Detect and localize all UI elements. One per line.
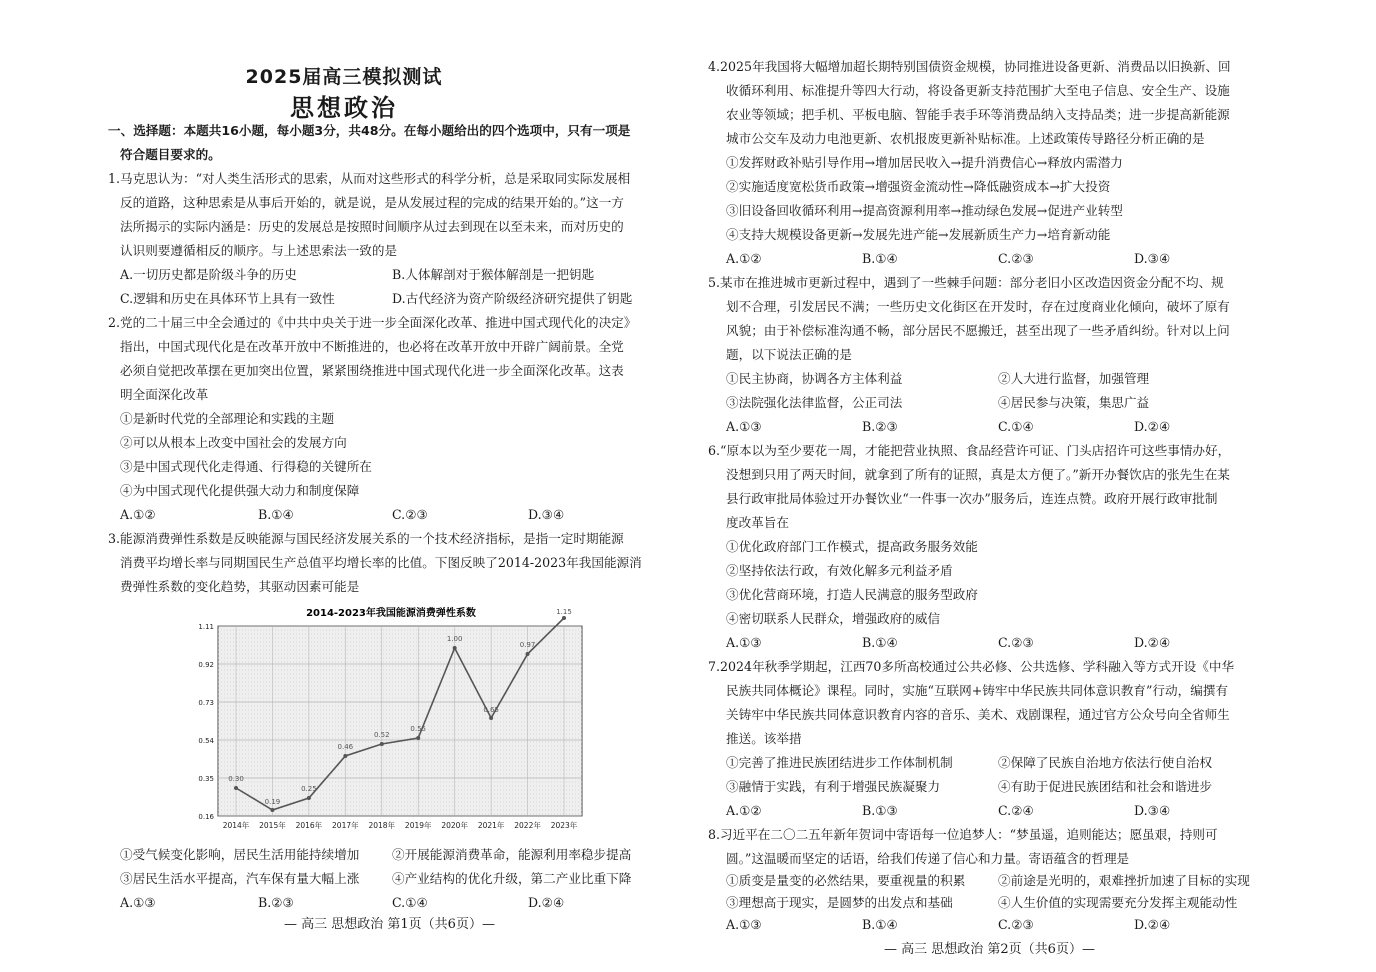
x-tick-label: 2023年: [550, 821, 578, 830]
x-tick-label: 2015年: [259, 821, 286, 830]
q2-item: ②可以从根本上改变中国社会的发展方向: [120, 435, 347, 450]
q2-stem-line: 指出，中国式现代化是在改革开放中不断推进的，也必将在改革开放中开辟广阔前景。全党: [120, 339, 624, 354]
q2-option-d: D.③④: [528, 507, 565, 522]
q8-option-b: B.①④: [862, 917, 898, 932]
q6-option-d: D.②④: [1134, 635, 1171, 650]
q4-stem-line: 城市公交车及动力电池更新、农机报废更新补贴标准。上述政策传导路径分析正确的是: [726, 131, 1205, 146]
q1-option-c: C.逻辑和历史在具体环节上具有一致性: [120, 291, 335, 306]
page-footer: — 高三 思想政治 第1页（共6页）—: [284, 917, 495, 932]
data-point: [489, 716, 493, 720]
q5-stem-line: 划不合理，引发居民不满；一些历史文化街区在开发时，存在过度商业化倾向，破坏了原有: [726, 299, 1230, 314]
q5-option-c: C.①④: [998, 419, 1034, 434]
data-label: 0.52: [373, 731, 390, 739]
q1-stem-line: 法所揭示的实际内涵是：历史的发展总是按照时间顺序从过去到现在以至未来，而对历史的: [120, 219, 624, 234]
q7-stem-line: 7.2024年秋季学期起，江西70多所高校通过公共必修、公共选修、学科融入等方式开设《中华: [708, 659, 1235, 674]
x-tick-label: 2019年: [404, 821, 432, 830]
data-label: 0.25: [301, 785, 317, 793]
y-tick-label: 0.54: [198, 737, 214, 745]
q8-option-d: D.②④: [1134, 917, 1171, 932]
q8-item: ③理想高于现实，是圆梦的出发点和基础: [726, 895, 953, 910]
x-tick-label: 2018年: [368, 821, 396, 830]
q4-option-c: C.②③: [998, 251, 1034, 266]
x-tick-label: 2020年: [441, 821, 468, 830]
q2-stem-line: 必须自觉把改革摆在更加突出位置，紧紧围绕推进中国式现代化进一步全面深化改革。这表: [120, 363, 624, 378]
q4-stem-line: 农业等领域；把手机、平板电脑、智能手表手环等消费品纳入支持品类；进一步提高新能源: [726, 107, 1230, 122]
q8-item: ②前途是光明的，艰难挫折加速了目标的实现: [998, 873, 1250, 888]
q3-item: ②开展能源消费革命，能源利用率稳步提高: [392, 847, 632, 862]
q7-item: ③融情于实践，有利于增强民族凝聚力: [726, 779, 941, 794]
x-tick-label: 2017年: [332, 821, 359, 830]
q7-stem-line: 民族共同体概论》课程。同时，实施“互联网+铸牢中华民族共同体意识教育”行动，编撰有: [726, 683, 1228, 698]
q6-item: ①优化政府部门工作模式，提高政务服务效能: [726, 539, 978, 554]
q2-option-c: C.②③: [392, 507, 428, 522]
q7-option-c: C.②④: [998, 803, 1034, 818]
data-label: 0.19: [264, 798, 281, 806]
q1-option-a: A.一切历史都是阶级斗争的历史: [120, 267, 297, 282]
data-label: 1.15: [556, 608, 572, 616]
q6-item: ④密切联系人民群众，增强政府的威信: [726, 611, 941, 626]
q5-item: ①民主协商，协调各方主体利益: [726, 371, 903, 386]
section-heading-line: 一、选择题：本题共16小题，每小题3分，共48分。在每小题给出的四个选项中，只有一项是: [108, 123, 631, 138]
q5-stem-line: 题，以下说法正确的是: [726, 347, 852, 362]
data-point: [307, 796, 311, 800]
q3-item: ③居民生活水平提高，汽车保有量大幅上涨: [120, 871, 360, 886]
y-tick-label: 0.73: [198, 699, 214, 707]
q5-item: ③法院强化法律监督，公正司法: [726, 395, 903, 410]
q3-stem-line: 费弹性系数的变化趋势，其驱动因素可能是: [120, 579, 360, 594]
q6-item: ③优化营商环境，打造人民满意的服务型政府: [726, 587, 978, 602]
q6-stem-line: 没想到只用了两天时间，就拿到了所有的证照，真是太方便了。”新开办餐饮店的张先生在某: [726, 467, 1230, 482]
q5-item: ④居民参与决策，集思广益: [998, 395, 1150, 410]
energy-elasticity-line-chart: [186, 604, 596, 836]
q8-item: ④人生价值的实现需要充分发挥主观能动性: [998, 895, 1238, 910]
data-point: [234, 786, 238, 790]
data-label: 0.65: [483, 706, 499, 714]
x-tick-label: 2021年: [477, 821, 505, 830]
q1-stem-line: 反的道路，这种思索是从事后开始的，就是说，是从发展过程的完成的结果开始的。”这一方: [120, 195, 624, 210]
y-tick-label: 0.35: [198, 775, 214, 783]
right-page: [688, 0, 1376, 972]
q3-stem-line: 3.能源消费弹性系数是反映能源与国民经济发展关系的一个技术经济指标，是指一定时期能源: [108, 531, 624, 546]
data-point: [562, 616, 566, 620]
y-tick-labels: [198, 623, 214, 821]
y-tick-label: 0.92: [198, 661, 214, 669]
q2-item: ④为中国式现代化提供强大动力和制度保障: [120, 483, 360, 498]
q6-stem-line: 6.“原本以为至少要花一周，才能把营业执照、食品经营许可证、门头店招许可这些事情办好，: [708, 443, 1231, 458]
y-tick-label: 0.16: [198, 813, 214, 821]
q4-stem-line: 4.2025年我国将大幅增加超长期特别国债资金规模，协同推进设备更新、消费品以旧换新、回: [708, 59, 1231, 74]
data-point: [416, 736, 420, 740]
q3-option-b: B.②③: [258, 895, 294, 910]
data-label: 0.55: [410, 725, 427, 733]
q2-item: ③是中国式现代化走得通、行得稳的关键所在: [120, 459, 372, 474]
q2-option-a: A.①②: [120, 507, 156, 522]
q5-item: ②人大进行监督，加强管理: [998, 371, 1150, 386]
q7-option-b: B.①③: [862, 803, 898, 818]
q7-option-a: A.①②: [726, 803, 762, 818]
q1-stem-line: 认识则要遵循相反的顺序。与上述思索法一致的是: [120, 243, 398, 258]
q8-stem-line: 圆。”这温暖而坚定的话语，给我们传递了信心和力量。寄语蕴含的哲理是: [726, 851, 1130, 866]
q3-stem-line: 消费平均增长率与同期国民生产总值平均增长率的比值。下图反映了2014-2023年我国能源消: [120, 555, 642, 570]
q3-option-a: A.①③: [120, 895, 156, 910]
q2-option-b: B.①④: [258, 507, 294, 522]
q4-option-d: D.③④: [1134, 251, 1171, 266]
q7-option-d: D.③④: [1134, 803, 1171, 818]
q5-option-d: D.②④: [1134, 419, 1171, 434]
q7-stem-line: 关铸牢中华民族共同体意识教育内容的音乐、美术、戏剧课程，通过官方公众号向全省师生: [726, 707, 1230, 722]
page-footer: — 高三 思想政治 第2页（共6页）—: [884, 942, 1095, 957]
q4-option-b: B.①④: [862, 251, 898, 266]
q6-stem-line: 县行政审批局体验过开办餐饮业“一件事一次办”服务后，连连点赞。政府开展行政审批制: [726, 491, 1218, 506]
data-point: [526, 652, 530, 656]
q1-stem-line: 1.马克思认为：“对人类生活形式的思索，从而对这些形式的科学分析，总是采取同实际发展相: [108, 171, 631, 186]
data-label: 0.97: [519, 641, 536, 649]
exam-title: 2025届高三模拟测试: [245, 66, 443, 88]
data-point: [453, 646, 457, 650]
q7-item: ①完善了推进民族团结进步工作体制机制: [726, 755, 953, 770]
q7-stem-line: 推送。该举措: [726, 731, 802, 746]
q8-option-a: A.①③: [726, 917, 762, 932]
q1-option-d: D.古代经济为资产阶级经济研究提供了钥匙: [392, 291, 633, 306]
data-point: [380, 742, 384, 746]
q6-item: ②坚持依法行政，有效化解多元利益矛盾: [726, 563, 953, 578]
q8-option-c: C.②③: [998, 917, 1034, 932]
data-label: 0.30: [228, 775, 244, 783]
q5-stem-line: 5.某市在推进城市更新过程中，遇到了一些棘手问题：部分老旧小区改造因资金分配不均、规: [708, 275, 1224, 290]
q5-option-a: A.①③: [726, 419, 762, 434]
q3-item: ④产业结构的优化升级，第二产业比重下降: [392, 871, 632, 886]
x-tick-labels: [223, 820, 578, 830]
data-label: 0.46: [337, 743, 354, 751]
q5-option-b: B.②③: [862, 419, 898, 434]
q8-stem-line: 8.习近平在二〇二五年新年贺词中寄语每一位追梦人：“梦虽遥，追则能达；愿虽艰，持则可: [708, 827, 1218, 842]
q6-stem-line: 度改革旨在: [726, 515, 789, 530]
q1-option-b: B.人体解剖对于猴体解剖是一把钥匙: [392, 267, 595, 282]
q7-item: ④有助于促进民族团结和社会和谐进步: [998, 779, 1213, 794]
x-tick-label: 2022年: [514, 821, 541, 830]
q5-stem-line: 风貌；由于补偿标准沟通不畅，部分居民不愿搬迁，甚至出现了一些矛盾纠纷。针对以上问: [726, 323, 1230, 338]
q4-item: ①发挥财政补贴引导作用→增加居民收入→提升消费信心→释放内需潜力: [726, 155, 1123, 170]
chart-title: 2014-2023年我国能源消费弹性系数: [306, 608, 476, 619]
q4-item: ④支持大规模设备更新→发展先进产能→发展新质生产力→培育新动能: [726, 227, 1111, 242]
q2-item: ①是新时代党的全部理论和实践的主题: [120, 411, 335, 426]
section-heading-line: 符合题目要求的。: [120, 147, 221, 162]
q4-stem-line: 收循环利用、标准提升等四大行动，将设备更新支持范围扩大至电子信息、安全生产、设施: [726, 83, 1230, 98]
y-tick-label: 1.11: [198, 623, 214, 631]
q3-option-d: D.②④: [528, 895, 565, 910]
data-point: [343, 754, 347, 758]
subject-title: 思想政治: [290, 94, 398, 122]
q4-option-a: A.①②: [726, 251, 762, 266]
q2-stem-line: 明全面深化改革: [120, 387, 209, 402]
q8-item: ①质变是量变的必然结果，要重视量的积累: [726, 873, 966, 888]
q3-item: ①受气候变化影响，居民生活用能持续增加: [120, 847, 360, 862]
x-tick-label: 2016年: [295, 821, 323, 830]
x-tick-label: 2014年: [222, 821, 250, 830]
q6-option-b: B.①④: [862, 635, 898, 650]
q6-option-a: A.①③: [726, 635, 762, 650]
q6-option-c: C.②③: [998, 635, 1034, 650]
data-point: [270, 808, 274, 812]
q2-stem-line: 2.党的二十届三中全会通过的《中共中央关于进一步全面深化改革、推进中国式现代化的决定》: [108, 315, 637, 330]
q7-item: ②保障了民族自治地方依法行使自治权: [998, 755, 1213, 770]
q4-item: ②实施适度宽松货币政策→增强资金流动性→降低融资成本→扩大投资: [726, 179, 1111, 194]
q3-option-c: C.①④: [392, 895, 428, 910]
data-label: 1.00: [446, 635, 463, 643]
q4-item: ③旧设备回收循环利用→提高资源利用率→推动绿色发展→促进产业转型: [726, 203, 1123, 218]
